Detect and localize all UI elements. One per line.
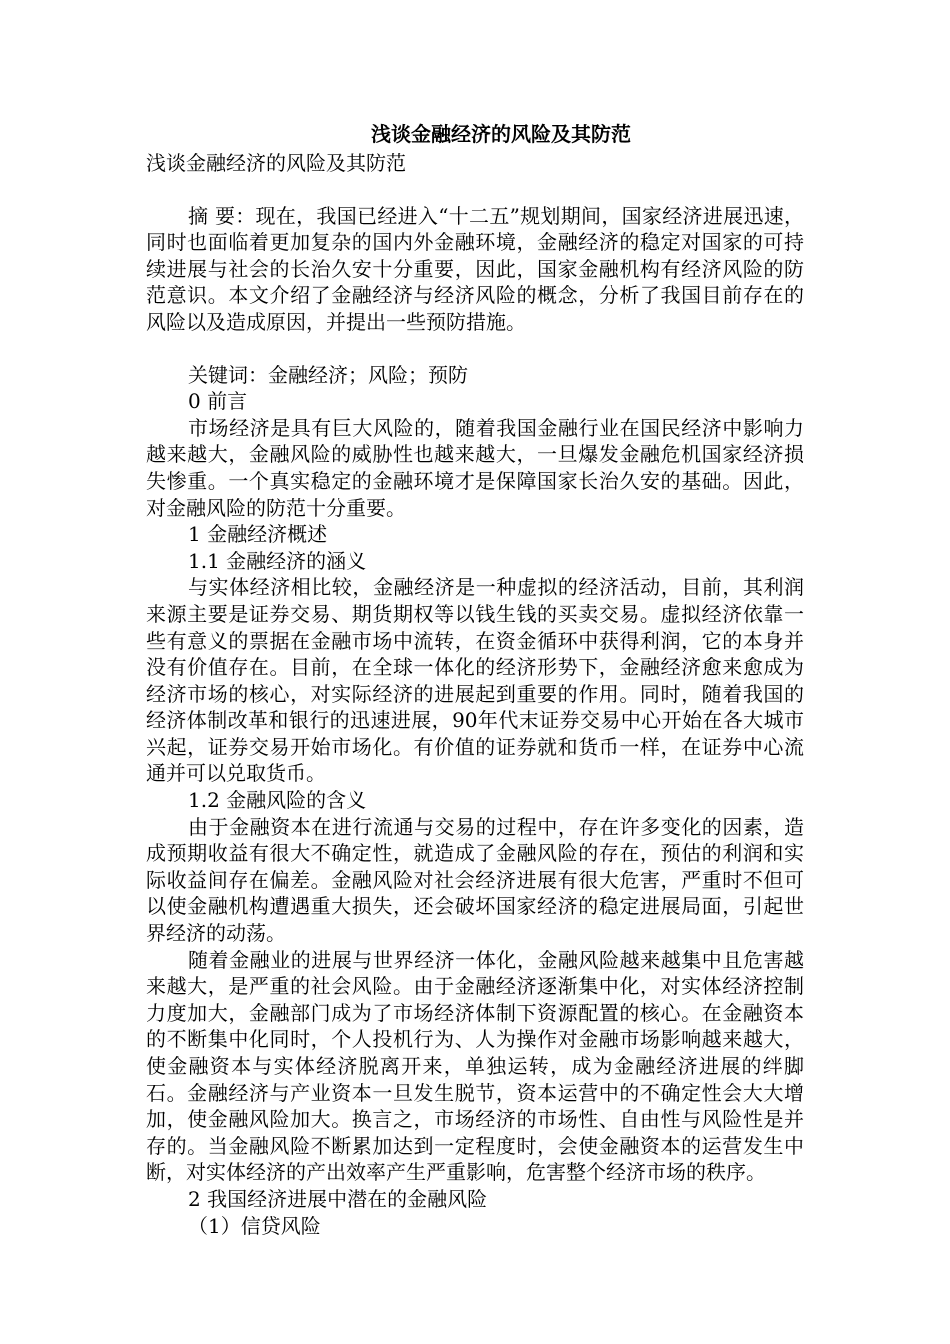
keywords-line: 关键词：金融经济；风险；预防 [188, 362, 468, 387]
body-paragraph: 随着金融业的进展与世界经济一体化，金融风险越来越集中且危害越来越大，是严重的社会风险。由于金融经济逐渐集中化，对实体经济控制力度加大，金融部门成为了市场经济体制下资源配置的核心。在金融资本的不断集中化同时，个人投机行为、人为操作对金融市场影响越来越大，使金融资本与实体经济脱离开来，单独运转，成为金融经济进展的绊脚石。金融经济与产业资本一旦发生脱节，资本运营中的不确定性会大大增加，使金融风险加大。换言之，市场经济的市场性、自由性与风险性是并存的。当金融风险不断累加达到一定程度时，会使金融资本的运营发生中断，对实体经济的产出效率产生严重影响，危害整个经济市场的秩序。 [146, 947, 804, 1185]
abstract-paragraph: 摘 要：现在，我国已经进入“十二五”规划期间，国家经济进展迅速，同时也面临着更加复杂的国内外金融环境，金融经济的稳定对国家的可持续进展与社会的长治久安十分重要，因此，国家金融机构有经济风险的防范意识。本文介绍了金融经济与经济风险的概念，分析了我国目前存在的风险以及造成原因，并提出一些预防措施。 [146, 203, 804, 334]
subsection-heading: （1）信贷风险 [188, 1213, 321, 1238]
spacer [146, 177, 804, 203]
spacer [146, 336, 804, 362]
body-paragraph: 市场经济是具有巨大风险的，随着我国金融行业在国民经济中影响力越来越大，金融风险的威胁性也越来越大，一旦爆发金融危机国家经济损失惨重。一个真实稳定的金融环境才是保障国家长治久安的基础。因此，对金融风险的防范十分重要。 [146, 415, 804, 520]
document-subtitle: 浅谈金融经济的风险及其防范 [146, 151, 406, 175]
document-title: 浅谈金融经济的风险及其防范 [371, 122, 631, 146]
subsection-heading: 1.1 金融经济的涵义 [188, 548, 367, 573]
body-paragraph: 与实体经济相比较，金融经济是一种虚拟的经济活动，目前，其利润来源主要是证券交易、期货期权等以钱生钱的买卖交易。虚拟经济依靠一些有意义的票据在金融市场中流转，在资金循环中获得利润，它的本身并没有价值存在。目前，在全球一体化的经济形势下，金融经济愈来愈成为经济市场的核心，对实际经济的进展起到重要的作用。同时，随着我国的经济体制改革和银行的迅速进展，90年代末证券交易中心开始在各大城市兴起，证券交易开始市场化。有价值的证券就和货币一样，在证券中心流通并可以兑取货币。 [146, 575, 804, 786]
body-paragraph: 由于金融资本在进行流通与交易的过程中，存在许多变化的因素，造成预期收益有很大不确定性，就造成了金融风险的存在，预估的利润和实际收益间存在偏差。金融风险对社会经济进展有很大危害，严重时不但可以使金融机构遭遇重大损失，还会破坏国家经济的稳定进展局面，引起世界经济的动荡。 [146, 814, 804, 946]
section-heading: 2 我国经济进展中潜在的金融风险 [188, 1186, 488, 1211]
document-body [146, 118, 804, 1239]
section-heading: 0 前言 [188, 389, 248, 414]
section-heading: 1 金融经济概述 [188, 522, 328, 547]
subsection-heading: 1.2 金融风险的含义 [188, 788, 367, 813]
